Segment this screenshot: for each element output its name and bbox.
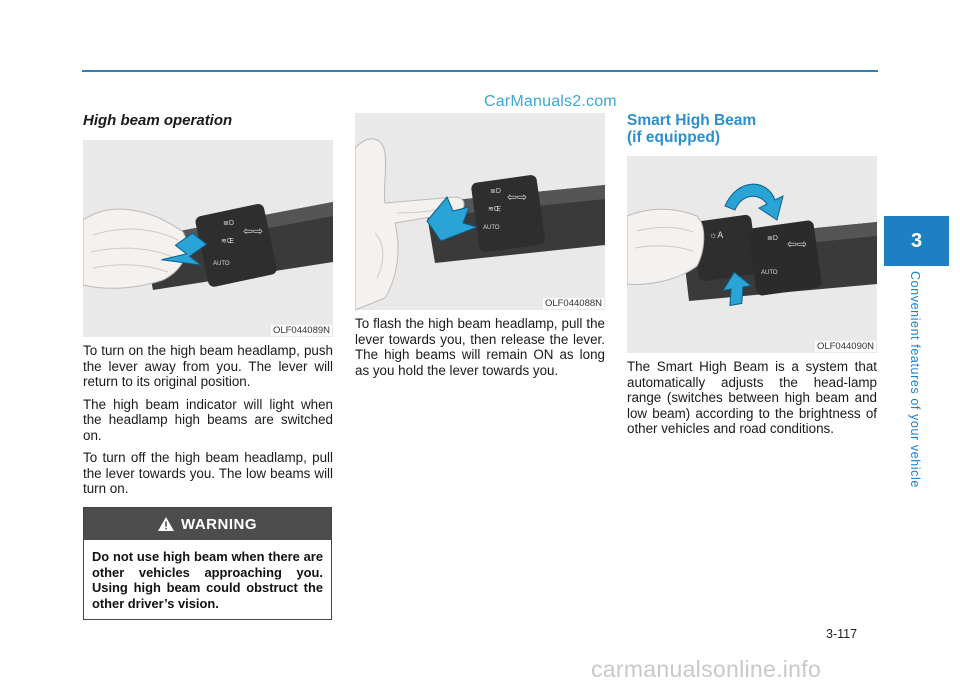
svg-text:⇦⇨: ⇦⇨ [507,190,528,204]
lever-pull-illustration [355,113,605,310]
figure-smart-high-beam [627,156,877,353]
warning-header [84,508,331,540]
heading-line-2: (if equipped) [627,129,720,146]
chapter-title: Convenient features of your vehicle [908,271,922,488]
svg-text:≣D: ≣D [223,220,234,227]
body-text-flash [355,316,605,378]
section-heading-smart-high-beam [627,112,877,146]
warning-triangle-icon [158,517,174,531]
paragraph: The high beam indicator will light when the headlamp high beams are switched on. [83,396,333,443]
watermark-bottom: carmanualsonline.info [591,656,822,682]
paragraph: The Smart High Beam is a system that automatically adjusts the head-lamp range (switches between high beam and low beam) according to the brightness of other vehicles and road conditions. [627,359,877,436]
paragraph: To turn on the high beam headlamp, push the lever away from you. The lever will return to its original position. [83,343,333,389]
body-text-high-beam [83,343,333,497]
paragraph: To flash the high beam headlamp, pull the lever towards you, then release the lever. The high beams will remain ON as long as you hold the lever towards you. [355,316,605,378]
svg-text:AUTO: AUTO [483,225,500,231]
figure-code: OLF044088N [544,298,602,309]
svg-text:AUTO: AUTO [761,270,778,276]
heading-line-1: Smart High Beam [627,112,757,129]
warning-text: Do not use high beam when there are other vehicles approaching you. Using high beam could obstruct the other driver’s vision. [92,549,323,611]
svg-text:⇦⇨: ⇦⇨ [787,237,808,251]
warning-title: WARNING [181,515,257,533]
svg-text:☼A: ☼A [709,230,724,240]
column-smart-high-beam [627,112,877,444]
figure-code: OLF044090N [816,341,874,352]
figure-pull-lever [355,113,605,310]
lever-push-illustration [83,140,333,337]
figure-push-lever [83,140,333,337]
page-number: 3-117 [826,627,858,641]
svg-text:≋Œ: ≋Œ [221,238,234,245]
chapter-title-tab [900,267,930,492]
paragraph: To turn off the high beam headlamp, pull the lever towards you. The low beams will turn on. [83,450,333,496]
body-text-smart-high-beam [627,359,877,437]
column-flash [355,113,605,385]
svg-text:≣D: ≣D [767,235,778,242]
header-rule [82,70,878,72]
svg-text:≋Œ: ≋Œ [488,206,501,213]
figure-code: OLF044089N [272,325,330,336]
chapter-number-tab: 3 [884,216,949,266]
column-high-beam [83,110,333,504]
watermark-top: CarManuals2.com [484,93,617,110]
svg-text:≣D: ≣D [490,188,501,195]
smart-beam-illustration [627,156,877,353]
svg-text:AUTO: AUTO [213,261,230,267]
warning-box [83,507,332,620]
section-heading-high-beam: High beam operation [83,112,233,129]
svg-text:⇦⇨: ⇦⇨ [243,224,264,238]
